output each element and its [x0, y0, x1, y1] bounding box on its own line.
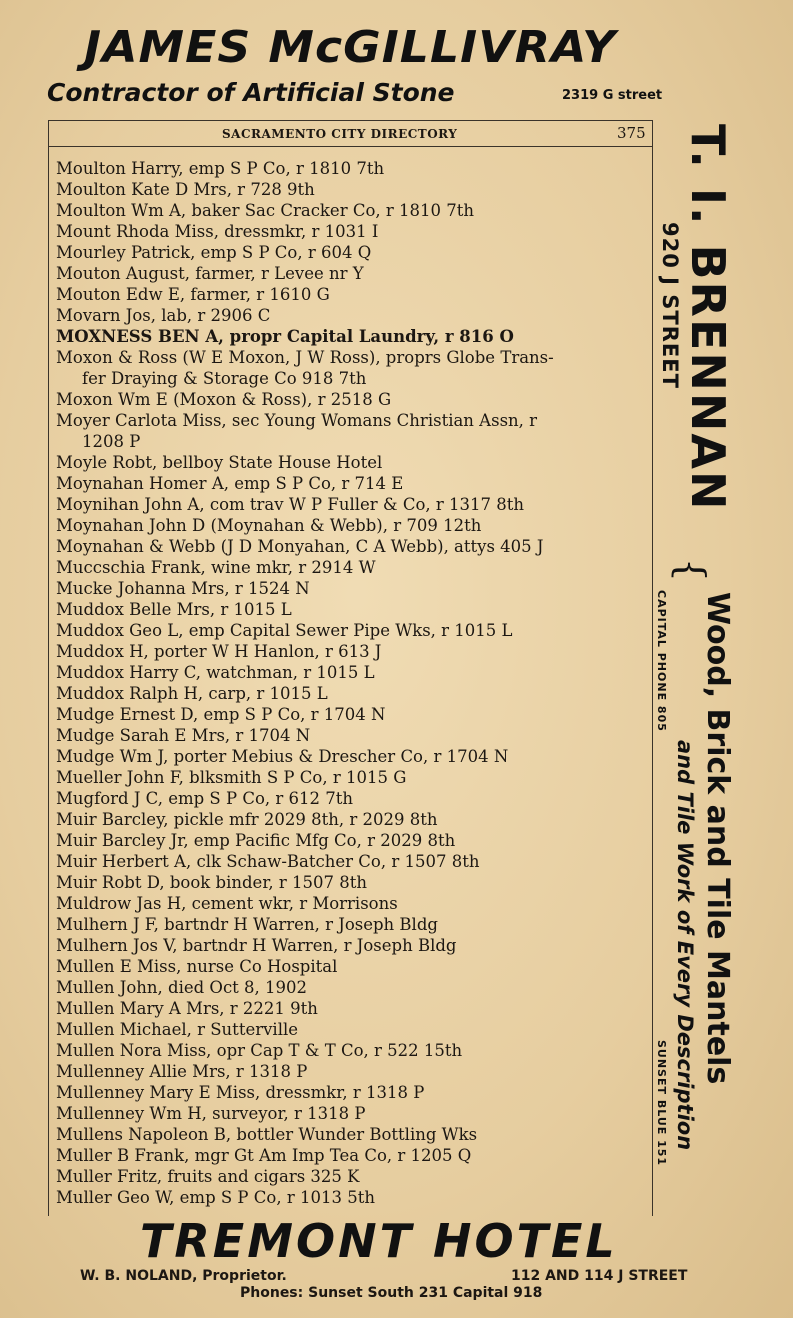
- directory-listing: [56, 158, 652, 1208]
- directory-entry: Mulhern J F, bartndr H Warren, r Joseph Bldg: [56, 915, 438, 934]
- directory-entry: Moynahan John D (Moynahan & Webb), r 709 12th: [56, 516, 482, 535]
- directory-entry: Muddox Ralph H, carp, r 1015 L: [56, 684, 328, 703]
- side-ad-address: 920 J STREET: [658, 222, 682, 389]
- directory-entry: Mount Rhoda Miss, dressmkr, r 1031 I: [56, 222, 379, 241]
- directory-entry: Muir Herbert A, clk Schaw-Batcher Co, r 1507 8th: [56, 852, 480, 871]
- directory-entry: Mullen John, died Oct 8, 1902: [56, 978, 308, 997]
- top-advertisement: [0, 0, 793, 118]
- directory-entry: Mullen Michael, r Sutterville: [56, 1020, 299, 1039]
- directory-entry: Mullen Mary A Mrs, r 2221 9th: [56, 999, 318, 1018]
- directory-entry: Muddox Geo L, emp Capital Sewer Pipe Wks, r 1015 L: [56, 621, 513, 640]
- directory-entry: Muir Barcley, pickle mfr 2029 8th, r 2029 8th: [56, 810, 438, 829]
- directory-entry: Mudge Sarah E Mrs, r 1704 N: [56, 726, 311, 745]
- directory-entry: Moyle Robt, bellboy State House Hotel: [56, 453, 383, 472]
- directory-entry: Moynahan & Webb (J D Monyahan, C A Webb), attys 405 J: [56, 537, 544, 556]
- entry-continuation: fer Draying & Storage Co 918 7th: [82, 369, 367, 388]
- hotel-proprietor: W. B. NOLAND, Proprietor.: [80, 1268, 287, 1284]
- directory-entry: Mouton Edw E, farmer, r 1610 G: [56, 285, 330, 304]
- brace-ornament: {: [669, 557, 714, 583]
- directory-entry: Moxon & Ross (W E Moxon, J W Ross), proprs Globe Trans-: [56, 348, 554, 367]
- advertiser-name: JAMES McGILLIVRAY: [84, 22, 617, 73]
- directory-entry: Moynihan John A, com trav W P Fuller & Co, r 1317 8th: [56, 495, 525, 514]
- entry-continuation: 1208 P: [82, 432, 141, 451]
- side-ad-line2: and Tile Work of Every Description: [673, 740, 697, 1151]
- directory-entry: Moynahan Homer A, emp S P Co, r 714 E: [56, 474, 404, 493]
- directory-entry: Muir Barcley Jr, emp Pacific Mfg Co, r 2029 8th: [56, 831, 456, 850]
- directory-entry: Muddox Belle Mrs, r 1015 L: [56, 600, 292, 619]
- directory-entry: Muddox H, porter W H Hanlon, r 613 J: [56, 642, 382, 661]
- directory-entry: Mullenney Mary E Miss, dressmkr, r 1318 P: [56, 1083, 425, 1102]
- directory-entry: Muller Fritz, fruits and cigars 325 K: [56, 1167, 360, 1186]
- side-ad-capital-phone: CAPITAL PHONE 805: [655, 590, 668, 732]
- hotel-phones: Phones: Sunset South 231 Capital 918: [240, 1285, 543, 1301]
- side-ad-sunset-phone: SUNSET BLUE 151: [655, 1040, 668, 1167]
- directory-entry: MOXNESS BEN A, propr Capital Laundry, r 816 O: [56, 327, 514, 346]
- hotel-name: TREMONT HOTEL: [140, 1214, 618, 1268]
- directory-entry: Moyer Carlota Miss, sec Young Womans Christian Assn, r: [56, 411, 538, 430]
- advertiser-trade: Contractor of Artificial Stone: [47, 78, 455, 107]
- directory-entry: Mulhern Jos V, bartndr H Warren, r Joseph Bldg: [56, 936, 457, 955]
- directory-entry: Mucke Johanna Mrs, r 1524 N: [56, 579, 310, 598]
- directory-entry: Moxon Wm E (Moxon & Ross), r 2518 G: [56, 390, 392, 409]
- running-head: SACRAMENTO CITY DIRECTORY: [222, 127, 458, 141]
- directory-entry: Muller Geo W, emp S P Co, r 1013 5th: [56, 1188, 375, 1207]
- directory-entry: Moulton Harry, emp S P Co, r 1810 7th: [56, 159, 385, 178]
- directory-entry: Muldrow Jas H, cement wkr, r Morrisons: [56, 894, 398, 913]
- side-ad-line1: Wood, Brick and Tile Mantels: [700, 592, 735, 1085]
- directory-entry: Mudge Wm J, porter Mebius & Drescher Co, r 1704 N: [56, 747, 509, 766]
- directory-entry: Mourley Patrick, emp S P Co, r 604 Q: [56, 243, 372, 262]
- directory-entry: Moulton Kate D Mrs, r 728 9th: [56, 180, 315, 199]
- directory-entry: Mullenney Allie Mrs, r 1318 P: [56, 1062, 308, 1081]
- page-number: 375: [617, 124, 646, 142]
- directory-entry: Muccschia Frank, wine mkr, r 2914 W: [56, 558, 376, 577]
- advertiser-address: 2319 G street: [562, 88, 663, 103]
- directory-entry: Mullens Napoleon B, bottler Wunder Bottling Wks: [56, 1125, 478, 1144]
- side-ad-name: T. I. BRENNAN: [681, 124, 735, 512]
- directory-entry: Mugford J C, emp S P Co, r 612 7th: [56, 789, 353, 808]
- directory-entry: Moulton Wm A, baker Sac Cracker Co, r 1810 7th: [56, 201, 475, 220]
- directory-entry: Mullenney Wm H, surveyor, r 1318 P: [56, 1104, 366, 1123]
- directory-entry: Mudge Ernest D, emp S P Co, r 1704 N: [56, 705, 386, 724]
- header-rule: [48, 146, 652, 147]
- directory-entry: Mouton August, farmer, r Levee nr Y: [56, 264, 364, 283]
- directory-entry: Muller B Frank, mgr Gt Am Imp Tea Co, r 1205 Q: [56, 1146, 472, 1165]
- directory-entry: Movarn Jos, lab, r 2906 C: [56, 306, 271, 325]
- directory-entry: Mullen E Miss, nurse Co Hospital: [56, 957, 338, 976]
- directory-entry: Muir Robt D, book binder, r 1507 8th: [56, 873, 368, 892]
- directory-entry: Mueller John F, blksmith S P Co, r 1015 G: [56, 768, 407, 787]
- directory-entry: Mullen Nora Miss, opr Cap T & T Co, r 522 15th: [56, 1041, 463, 1060]
- directory-entry: Muddox Harry C, watchman, r 1015 L: [56, 663, 375, 682]
- hotel-address: 112 AND 114 J STREET: [511, 1268, 688, 1284]
